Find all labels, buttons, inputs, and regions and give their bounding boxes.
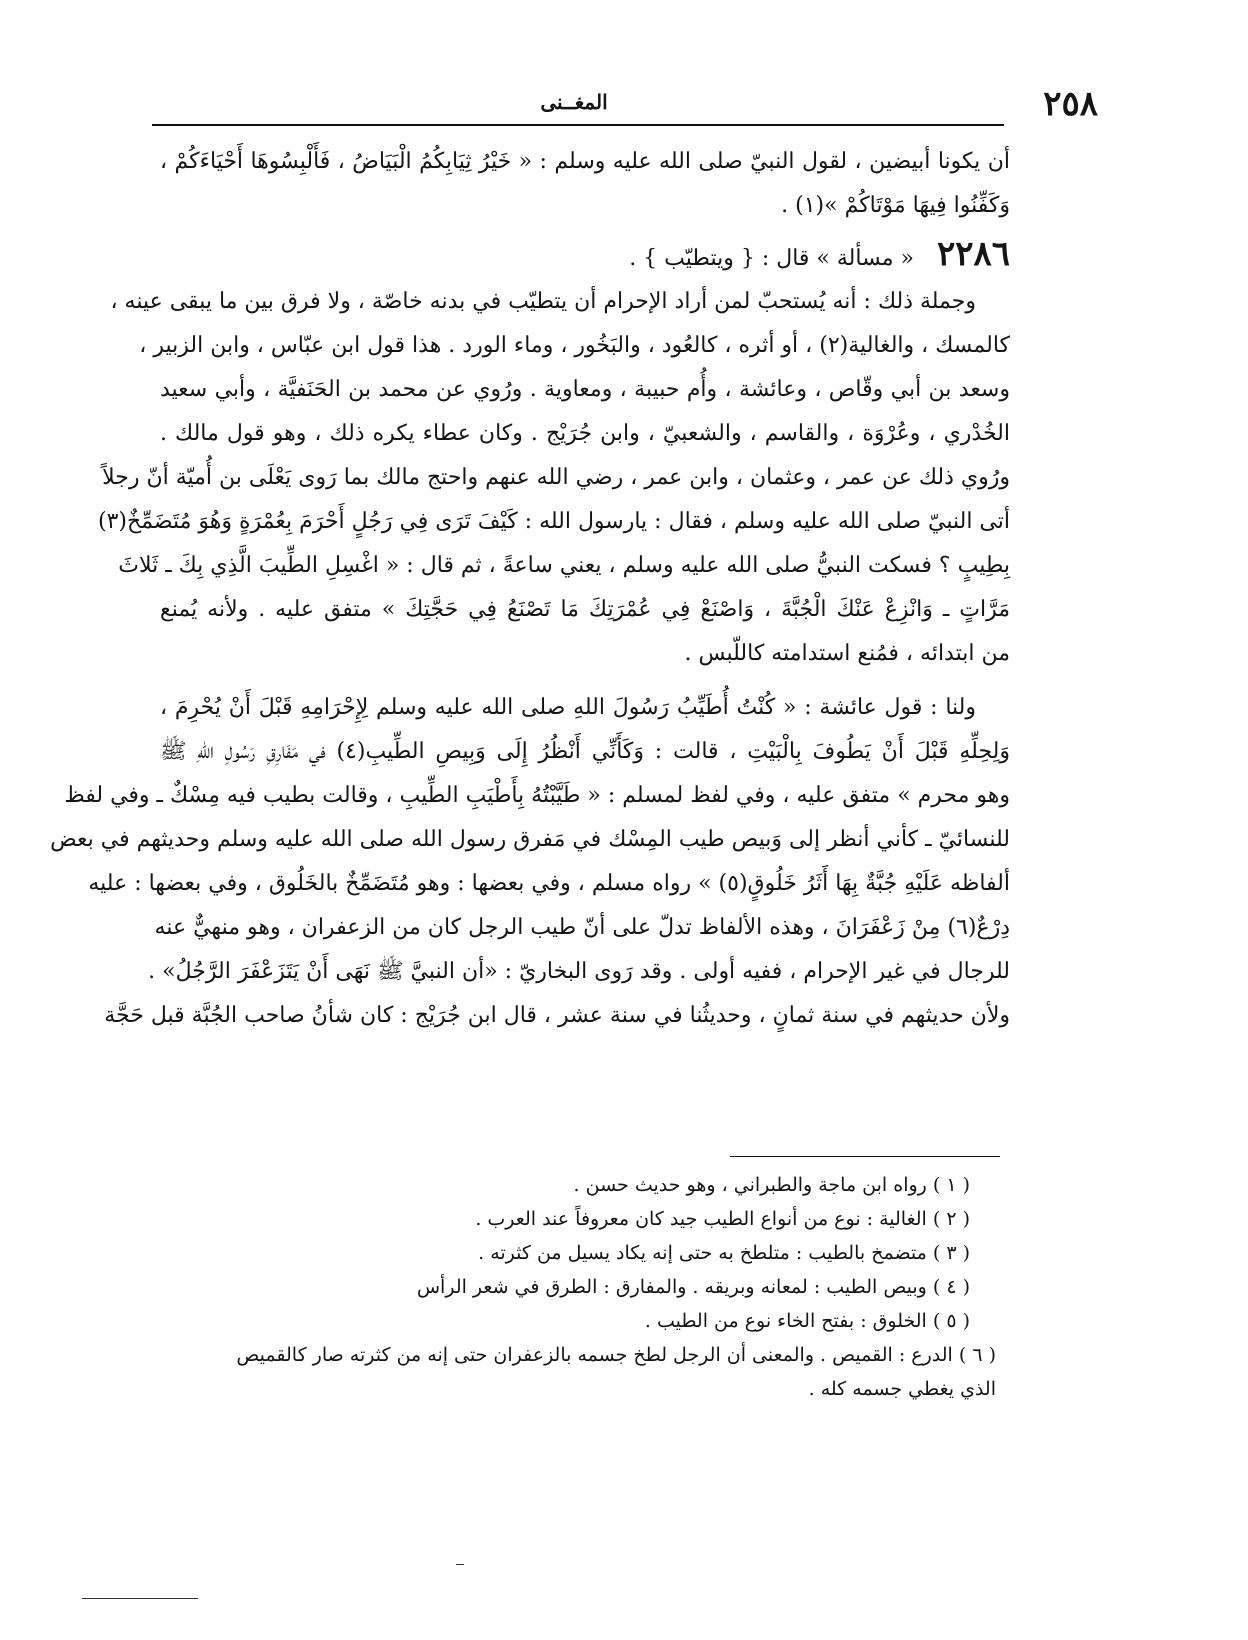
text-line: ورُوي ذلك عن عمر ، وعثمان ، وابن عمر ، رضي الله عنهم واحتج مالك بما رَوى يَعْلَى بن أُميّة أنّ رجلاً	[102, 465, 1010, 490]
text-line: ولأن حديثهم في سنة ثمانٍ ، وحديثُنا في سنة عشر ، قال ابن جُرَيْج : كان شأنُ صاحب الجُبَّة قبل حَجَّة	[104, 1003, 1010, 1028]
text-line: من ابتدائه ، فمُنع استدامته كاللّبس .	[684, 641, 1010, 666]
text-line: للنسائيّ ـ كأني أنظر إلى وَبيص طيب المِسْك في مَفرق رسول الله صلى الله عليه وسلم وحديثهم في بعض	[50, 827, 1010, 852]
footnote: ( ٣ ) متضمخ بالطيب : متلطخ به حتى إنه يكاد يسيل من كثرته .	[478, 1242, 970, 1264]
text-line: ولنا : قول عائشة : « كُنْتُ أُطَيِّبُ رَسُولَ اللهِ صلى الله عليه وسلم لِإِحْرَامِهِ قَبْلَ أَنْ يُحْرِمَ ،	[160, 695, 976, 720]
text-line: الخُدْري ، وعُرْوَة ، والقاسم ، والشعبيّ ، وابن جُرَيْج . وكان عطاء يكره ذلك ، وهو قول مالك .	[160, 421, 1010, 446]
issue-title: « مسألة » قال : { ويتطيّب } .	[629, 246, 914, 271]
text-line: وَكَفِّنُوا فِيهَا مَوْتَاكُمْ »(١) .	[781, 193, 1010, 218]
text-line: أتى النبيّ صلى الله عليه وسلم ، فقال : يارسول الله : كَيْفَ تَرَى فِي رَجُلٍ أَحْرَمَ بِعُمْرَةٍ وَهُوَ مُتَضَمِّخٌ(٣)	[98, 509, 1010, 534]
footnote-continuation: الذي يغطي جسمه كله .	[808, 1378, 996, 1400]
footnote: ( ٤ ) وبيص الطيب : لمعانه وبريقه . والمفارق : الطرق في شعر الرأس	[416, 1276, 970, 1298]
issue-heading	[160, 228, 1010, 280]
footnotes	[160, 1168, 1010, 1406]
main-text	[50, 140, 1010, 1038]
bottom-rule	[82, 1598, 198, 1599]
text-line: وسعد بن أبي وقّاص ، وعائشة ، وأُم حبيبة ، ومعاوية . ورُوي عن محمد بن الحَنَفيَّة ، وأبي سعيد	[160, 377, 1010, 402]
paragraph-gap	[160, 676, 1010, 686]
footnote: ( ٦ ) الدرع : القميص . والمعنى أن الرجل لطخ جسمه بالزعفران حتى إنه من كثرته صار كالقميص	[236, 1344, 996, 1366]
text-line: ألفاظه عَلَيْهِ جُبَّةٌ بِهَا أَثَرُ خَلُوقٍ(٥) » رواه مسلم ، وفي بعضها : وهو مُتَضَمِّخٌ بالخَلُوق ، وفي بعضها : عليه	[88, 871, 1010, 896]
running-title: المغــنى	[540, 90, 608, 114]
issue-number: ٢٢٨٦	[936, 234, 1010, 274]
footnote-divider	[730, 1156, 1000, 1157]
text-line: وهو محرم » متفق عليه ، وفي لفظ لمسلم : « طَيَّبْتُهُ بِأَطْيَبِ الطِّيبِ ، وقالت بطيب فيه مِسْكٌ ـ وفي لفظ	[64, 783, 1010, 808]
footnote: ( ١ ) رواه ابن ماجة والطبراني ، وهو حديث حسن .	[573, 1174, 970, 1196]
footnote: ( ٥ ) الخلوق : بفتح الخاء نوع من الطيب .	[644, 1310, 970, 1332]
text-line: للرجال في غير الإحرام ، ففيه أولى . وقد رَوى البخاريّ : «أن النبيَّ ﷺ نَهَى أَنْ يَتَزَعْفَرَ الرَّجُلُ» .	[148, 959, 1010, 984]
page-header	[150, 84, 1098, 124]
text-line: وجملة ذلك : أنه يُستحبّ لمن أراد الإحرام أن يتطيّب في بدنه خاصّة ، ولا فرق بين ما يبقى عينه ،	[110, 289, 976, 314]
text-line: مَرَّاتٍ ـ وَانْزِعْ عَنْكَ الْجُبَّةَ ، وَاصْنَعْ فِي عُمْرَتِكَ مَا تَصْنَعُ فِي حَجَّتِكَ » متفق عليه . ولأنه يُمنع	[160, 597, 1010, 622]
text-line: أن يكونا أبيضين ، لقول النبيّ صلى الله عليه وسلم : « خَيْرُ ثِيَابِكُمُ الْبَيَاضُ ، فَأَلْبِسُوهَا أَحْيَاءَكُمْ ،	[160, 149, 1010, 174]
text-line: كالمسك ، والغالية(٢) ، أو أثره ، كالعُود ، والبَخُور ، وماء الورد . هذا قول ابن عبّاس ، وابن الزبير ،	[139, 333, 1010, 358]
text-line: وَلِحِلِّهِ قَبْلَ أَنْ يَطُوفَ بِالْبَيْتِ ، قالت : وَكَأَنِّي أَنْظُرُ إِلَى وَبِيصِ الطِّيبِ(٤) في مَفَارِقِ رَسُولِ اللهِ ﷺ	[160, 739, 1010, 764]
header-divider	[152, 124, 1004, 126]
page-number: ٢٥٨	[1043, 84, 1098, 124]
footnote: ( ٢ ) الغالية : نوع من أنواع الطيب جيد كان معروفاً عند العرب .	[475, 1208, 970, 1230]
page-mark	[456, 1564, 464, 1565]
text-line: بِطِيبٍ ؟ فسكت النبيُّ صلى الله عليه وسلم ، يعني ساعةً ، ثم قال : « اغْسِلِ الطِّيبَ الَّذِي بِكَ ـ ثَلاثَ	[118, 553, 1010, 578]
text-line: دِرْعٌ(٦) مِنْ زَعْفَرَانَ ، وهذه الألفاظ تدلّ على أنّ طيب الرجل كان من الزعفران ، وهو منهيٌّ عنه	[154, 915, 1010, 940]
